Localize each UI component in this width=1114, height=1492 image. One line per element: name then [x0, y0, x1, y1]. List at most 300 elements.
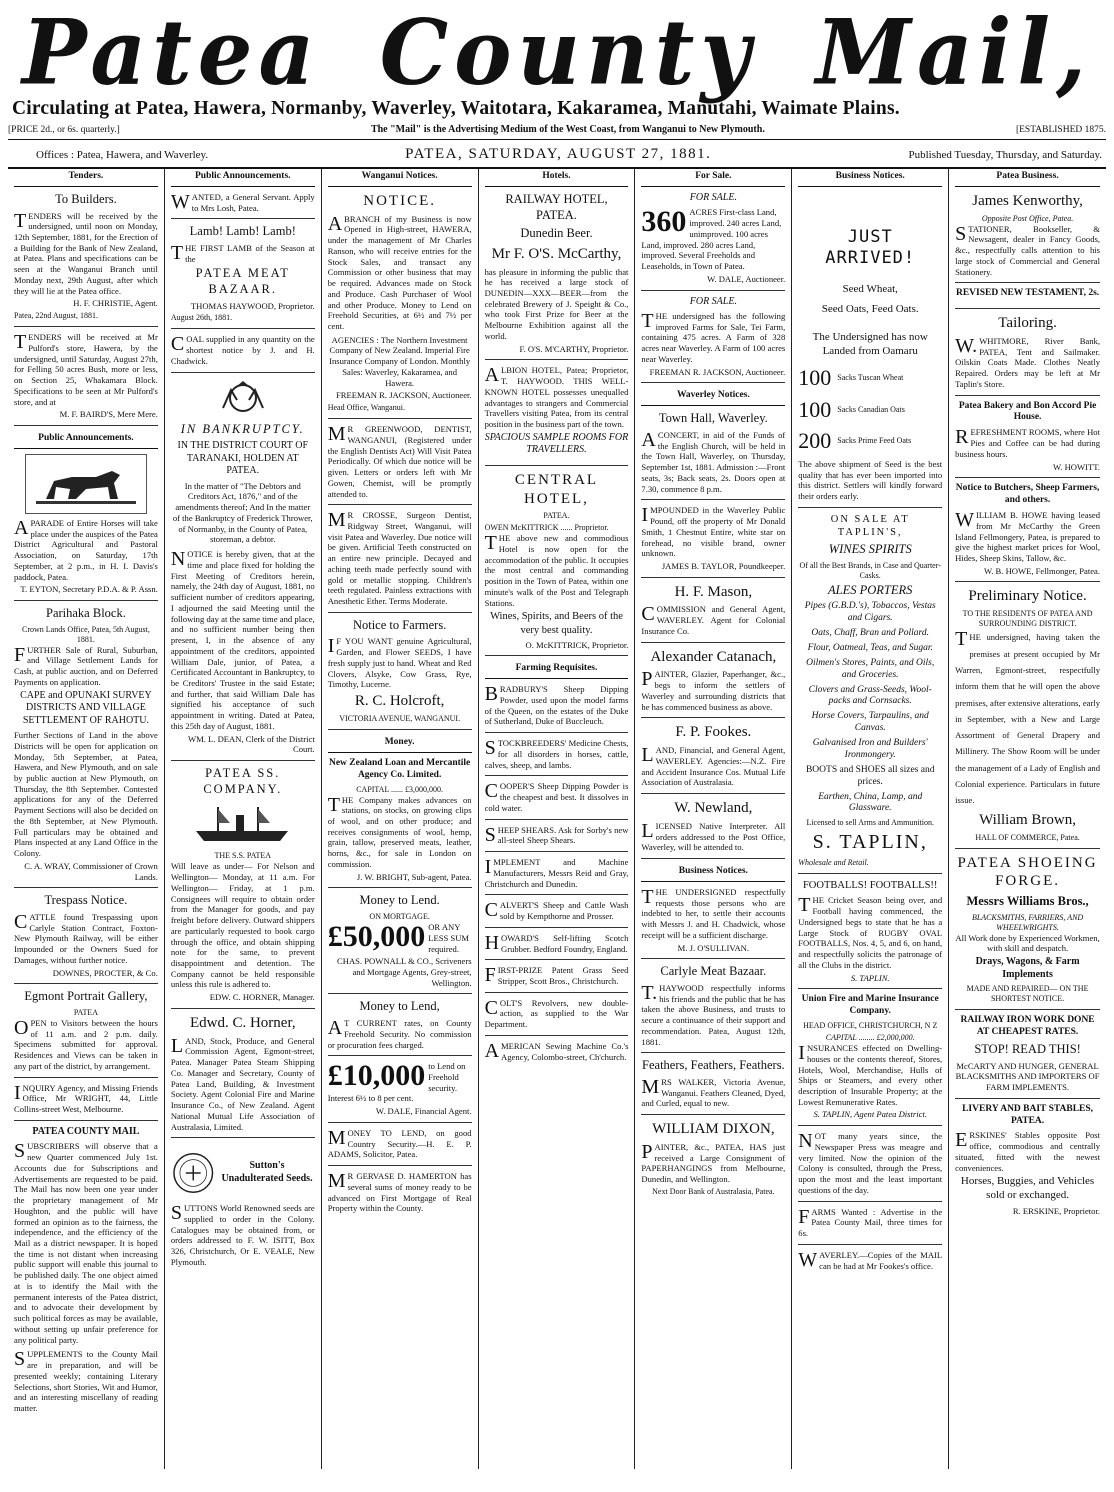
ad-signature: CHAS. POWNALL & CO., Scriveners and Mortgage Agents, Grey-street, Wellington. — [337, 956, 472, 988]
ad-farms-wanted — [798, 1207, 942, 1245]
ad-body: SHEEP SHEARS. Ask for Sorby's new all-steel Sheep Shears. — [484, 823, 629, 846]
ad-signature: W. B. HOWE, Fellmonger, Patea. — [983, 565, 1100, 576]
ad-tender-bush — [14, 332, 158, 426]
ad-american — [485, 1041, 629, 1067]
ad-body: AT CURRENT rates, on County Freehold Security. No commission or procuration fees charged. — [327, 1017, 472, 1050]
ad-subtitle: VICTORIA AVENUE, WANGANUI. — [339, 713, 461, 723]
ad-signature: R. ERSKINE, Proprietor. — [1012, 1205, 1100, 1216]
ad-shears — [485, 825, 629, 852]
ad-signature: S. TAPLIN. — [850, 972, 890, 983]
ad-title: NOTICE. — [363, 192, 436, 209]
issue-date: PATEA, SATURDAY, AUGUST 27, 1881. — [405, 146, 712, 162]
ad-body: CATTLE found Trespassing upon Carlyle Station Contract, Foxton-New Plymouth Railway, will be either Impounded or the Owners Sued for Damages, without further notice. — [14, 910, 158, 965]
ad-body: STATIONER, Bookseller, & Newsagent, dealer in Fancy Goods, &c., respectfully calls attention to his large stock of Commercial and General Stationery. — [955, 222, 1100, 277]
ad-title: FOR SALE. — [689, 191, 737, 203]
ad-body: Will leave as under— For Nelson and Wellington— Monday, at 11 a.m. For Wellington— Friday, at 1 p.m. Consignees will require to obtain order from the Manager for goods, and pay freight before delivery. Outward shippers are particularly requested to book cargo through the office, and obtain shipping note for the same, to prevent disappointment and detention. The Company cannot be held responsible unless this rule is adhered to. — [170, 861, 315, 990]
ad-signature: H. F. CHRISTIE, Agent. — [73, 298, 158, 309]
masthead — [8, 0, 1106, 106]
ad-carlyle — [641, 964, 785, 1053]
suttons-seal-icon — [171, 1143, 215, 1203]
ad-body: COLT'S Revolvers, new double-action, as supplied to the War Department. — [484, 996, 629, 1030]
ad-builders — [14, 192, 158, 327]
ad-cooper — [485, 781, 629, 819]
ad-central-hotel — [485, 471, 629, 657]
ad-title: Parihaka Block. — [46, 606, 126, 620]
ad-title: CAPE and OPUNAKI SURVEY DISTRICTS AND VILLAGE SETTLEMENT OF RAHOTU. — [20, 689, 152, 726]
ad-title: Sutton's Unadulterated Seeds. — [221, 1160, 313, 1184]
ad-railway-iron — [955, 1015, 1100, 1099]
ad-dentist-greenwood — [328, 424, 472, 505]
ad-first-prize — [485, 965, 629, 992]
ad-dentist-crosse — [328, 510, 472, 613]
masthead-word-1: Patea — [22, 0, 321, 106]
established-label: [ESTABLISHED 1875. — [1015, 124, 1106, 135]
lend-amount-row — [328, 1061, 472, 1104]
ad-body: IF YOU WANT genuine Agricultural, Garden, and Flower SEEDS, I have fresh supply just to hand. Wheat and Red Clovers, Alsyke, Cow Grass, Rye, Timothy, Lucerne. — [327, 635, 472, 690]
ad-title: PATEA SS. COMPANY. — [203, 766, 283, 796]
circulating-line: Circulating at Patea, Hawera, Normanby, Waverley, Waitotara, Kakaramea, Manutahi, Waimate Plains. — [12, 98, 900, 119]
column-4 — [479, 169, 636, 1469]
ad-impounded — [641, 505, 785, 577]
column-heading: Wanganui Notices. — [328, 169, 472, 187]
ad-signature: F. O'S. M'CARTHY, Proprietor. — [519, 343, 629, 354]
for-sale-body: ACRES First-class Land, improved. 240 acres Land, unimproved. 100 acres Land, improved. 280 acres Land, improved. Several Freeholds and Leaseholds, in Town of Patea. — [641, 207, 782, 272]
column-1 — [8, 169, 165, 1469]
ad-horner — [171, 1014, 315, 1138]
ad-patea-county-mail — [14, 1126, 158, 1419]
ad-just-arrived — [798, 227, 942, 508]
ad-football — [798, 879, 942, 989]
ad-implement — [485, 857, 629, 895]
ad-body: HOWARD'S Self-lifting Scotch Grubber. Bedford Foundry, England. — [484, 931, 629, 954]
mortgage-rest: OR ANY LESS SUM required. — [428, 922, 470, 954]
ad-title: Alexander Catanach, — [650, 648, 777, 665]
seed-line: Seed Wheat, — [842, 283, 898, 296]
ad-title: Egmont Portrait Gallery, — [24, 989, 148, 1004]
qty-row — [798, 427, 942, 455]
section-heading: Business Notices. — [641, 864, 785, 882]
ad-body: FURTHER Sale of Rural, Suburban, and Village Settlement Lands for Cash, at public auction, and on Deferred Payments on application. — [14, 643, 158, 687]
ad-colt — [485, 998, 629, 1036]
ad-howe — [955, 483, 1100, 582]
ad-title: James Kenworthy, — [972, 192, 1083, 209]
ad-osullivan — [641, 887, 785, 959]
ad-title: Edwd. C. Horner, — [189, 1014, 296, 1031]
ad-body: COOPER'S Sheep Dipping Powder is the cheapest and best. It dissolves in cold water. — [484, 780, 629, 813]
column-heading: Business Notices. — [798, 169, 942, 187]
ad-date: August 26th, 1881. — [170, 313, 233, 323]
ad-signature: FREEMAN R. JACKSON, Auctioneer. — [649, 366, 786, 377]
ad-title: W. Newland, — [674, 800, 753, 817]
ad-body: MR GREENWOOD, DENTIST, WANGANUI, (Registered under the English Dentists Act) Will Visit Patea Periodically. Of which due notice will be given. Letters or orders left with Mr Gowen, Chemist, will be promptly attended to. — [327, 423, 472, 499]
ad-title: S. TAPLIN, — [812, 831, 928, 854]
taplin-item: Horse Covers, Tarpaulins, and Canvas. — [811, 711, 929, 734]
royal-crest-icon — [213, 378, 273, 418]
ad-railway-hotel — [485, 192, 629, 361]
ad-subtitle: Of all the Best Brands, in Case and Quarter-Casks. — [799, 560, 941, 580]
ad-title: Drays, Wagons, & Farm Implements — [975, 956, 1080, 980]
ad-signature: W. DALE, Auctioneer. — [707, 273, 786, 284]
ad-title: ON SALE AT TAPLIN'S, — [830, 513, 910, 538]
ad-subtitle: WINES SPIRITS — [828, 542, 912, 557]
ad-body: WAVERLEY.—Copies of the MAIL can be had at Mr Fookes's office. — [798, 1248, 943, 1271]
ad-body: SUTTONS World Renowned seeds are supplied to order in the Colony. Catalogues may be obtained from, or orders addressed to F. W. ISITT, Box 326, Christchurch, Or E. VEALE, New Plymouth. — [170, 1202, 315, 1267]
ad-subtitle: PATEA. — [543, 511, 570, 521]
column-5 — [635, 169, 792, 1469]
ad-body: IMPLEMENT and Machine Manufacturers, Messrs Reid and Gray, Christchurch and Dunedin. — [484, 856, 629, 889]
ad-signature: M. J. O'SULLIVAN. — [677, 942, 750, 953]
ad-subtitle: PATEA — [73, 1008, 98, 1017]
ad-body: The above shipment of Seed is the best quality that has ever been imported into this district. Settlers will kindly forward their orders early. — [798, 458, 943, 502]
ad-howard — [485, 933, 629, 960]
ad-body: THE FIRST LAMB of the Season at the — [170, 241, 315, 264]
ad-title: Messrs Williams Bros., — [966, 894, 1089, 909]
taplin-item: BOOTS and SHOES all sizes and prices. — [805, 764, 935, 787]
price-label: [PRICE 2d., or 6s. quarterly.] — [8, 124, 120, 135]
ad-union-insurance — [798, 994, 942, 1126]
ad-title: William Brown, — [979, 811, 1077, 828]
ad-signature: O. McKITTRICK, Proprietor. — [525, 639, 629, 650]
lend-rest: to Lend on Freehold security. Interest 6½ to 8 per cent. — [327, 1061, 466, 1104]
ad-testament — [955, 288, 1100, 309]
ad-title: Feathers, Feathers, Feathers. — [642, 1058, 785, 1073]
ad-body: WANTED, a General Servant. Apply to Mrs Losh, Patea. — [170, 190, 315, 213]
column-heading: Tenders. — [14, 169, 158, 187]
ad-subtitle: TO THE RESIDENTS OF PATEA AND SURROUNDING DISTRICT. — [962, 609, 1093, 629]
ad-body: FIRST-PRIZE Patent Grass Seed Stripper, Scott Bros., Christchurch. — [484, 964, 629, 987]
ad-bakery — [955, 401, 1100, 479]
ad-mason — [641, 583, 785, 643]
qty-number: 100 — [798, 396, 832, 422]
ad-capital: CAPITAL ...... £3,000,000. — [356, 784, 444, 794]
ad-stockbreeders — [485, 738, 629, 776]
ad-proprietor: OWEN McKITTRICK ...... Proprietor. — [484, 523, 609, 533]
ad-title: Patea Bakery and Bon Accord Pie House. — [958, 400, 1097, 423]
ad-kenworthy — [955, 192, 1100, 283]
column-3 — [322, 169, 479, 1469]
ad-title: RAILWAY IRON WORK DONE AT CHEAPEST RATES. — [960, 1015, 1095, 1038]
ad-subtitle: HEAD OFFICE, CHRISTCHURCH, N Z — [803, 1021, 938, 1031]
ad-title: PATEA SHOEING FORGE. — [957, 854, 1098, 890]
ad-body: ALBION HOTEL, Patea; Proprietor, T. HAYWOOD. THIS WELL-KNOWN HOTEL possesses unequalled advantages to strangers and Commercial Travellers visiting Patea, from its central position in the business part of the town. — [484, 364, 629, 430]
ad-body: T.HAYWOOD respectfully informs his friends and the public that he has taken the above Business, and trusts to secure a continuance of their support and recommendation. Patea, August 12th, 1881. — [641, 981, 786, 1047]
ad-nz-loan — [328, 758, 472, 889]
taplin-item: Galvanised Iron and Builders' Ironmongery. — [812, 738, 928, 760]
ad-date: Patea, 22nd August, 1881. — [14, 311, 98, 321]
ad-title: LIVERY AND BAIT STABLES, PATEA. — [962, 1103, 1094, 1126]
ad-mortgage — [328, 893, 472, 994]
horse-engraving-icon — [25, 454, 147, 514]
ad-body: IMPOUNDED in the Waverley Public Pound, off the property of Mr Donald Smith, 1 Chestnut Entire, white star on forehead, no visible brand, owner unknown. — [641, 504, 786, 559]
section-heading: Farming Requisites. — [485, 661, 629, 679]
masthead-word-2: County — [379, 0, 757, 106]
qty-number: 100 — [798, 365, 832, 391]
ad-subtitle: Dunedin Beer. — [520, 226, 593, 241]
ad-body: NOTICE is hereby given, that at the time and place fixed for holding the First Meeting of Creditors herein, namely, the 24th day of August, 1881, no sufficient number of creditors appearing, I adjourned the said Meeting until the following day at the same time and place, and no sufficient number being then present, I, in the absence of any appointment of the creditors, appointed William Dale, junior, of Patea, a Certificated Accountant in Bankruptcy, to be Creditors' Trustee in the said Estate; and further, that said William Dale has signified his acceptance of such appointment in writing. Dated at Patea, this 25th day of August, 1881. — [170, 548, 315, 731]
ad-body: ACONCERT, in aid of the Funds of the English Church, will be held in the Town Hall, Waverley, on Thursday, September 1st, 1881. Admission :—Front seats, 3s; Back seats, 2s. Doors open at 7.30, commence 8 p.m. — [641, 428, 786, 494]
ad-body: SUPPLEMENTS to the County Mail are in preparation, and will be presented weekly; containing Literary Selections, short Stories, Wit and Humor, and an interesting miscellany of reading matter. — [14, 1348, 158, 1413]
ad-preliminary — [955, 587, 1100, 848]
ad-title: PATEA COUNTY MAIL — [32, 1125, 140, 1137]
qty-label: Sacks Tuscan Wheat — [837, 373, 904, 383]
suttons-row — [171, 1143, 315, 1203]
ad-town-hall — [641, 411, 785, 500]
ad-subtitle: THE S.S. PATEA — [214, 851, 272, 861]
ad-tailoring — [955, 314, 1100, 395]
ad-body: INQUIRY Agency, and Missing Friends Office, Mr WRIGHT, 44, Little Collins-street West, Melbourne. — [14, 1081, 158, 1115]
section-heading: Money. — [328, 735, 472, 753]
qty-number: 200 — [798, 428, 832, 454]
ad-parade — [14, 454, 158, 601]
ad-licensed: Licensed to sell Arms and Ammunition. — [806, 818, 934, 828]
ad-body: COMMISSION and General Agent, WAVERLEY. Agent for Colonial Insurance Co. — [641, 603, 786, 636]
ad-subtitle: HALL OF COMMERCE, Patea. — [975, 832, 1080, 842]
ad-bankruptcy — [171, 378, 315, 761]
ad-body: APARADE of Entire Horses will take place under the auspices of the Patea District Agricultural and Pastoral Association, on Saturday, 17th September, at 2 p.m., in H. I. Davis's paddock, Patea. — [14, 516, 158, 582]
ad-trespass — [14, 893, 158, 984]
taplin-item: Flour, Oatmeal, Teas, and Sugar. — [807, 642, 933, 653]
ad-body: ABRANCH of my Business is now Opened in High-street, HAWERA, under the management of Mr Charles Ranson, who will receive entries for the Stock Sales, and transact any Commission or other business that may be required. Advances made on Stock and Produce. Cash Purchaser of Wool and other Produce. Money to Lend on Freehold Securities, at 6½ and 7½ per cent. — [327, 212, 472, 331]
just-arrived-title: JUST ARRIVED! — [825, 226, 916, 269]
ad-subtitle: SPACIOUS SAMPLE ROOMS FOR TRAVELLERS. — [484, 431, 629, 456]
ad-body: REFRESHMENT ROOMS, where Hot Pies and Coffee can be had during business hours. — [955, 426, 1100, 459]
ad-title: To Builders. — [55, 191, 117, 206]
ad-inquiry — [14, 1083, 158, 1121]
ad-body: All Work done by Experienced Workmen, with skill and despatch. — [955, 932, 1100, 954]
ad-signature: WM. L. DEAN, Clerk of the District Court. — [187, 733, 315, 755]
ad-body: MR GERVASE D. HAMERTON has several sums of money ready to be advanced on First Mortgage of Real Property within the County. — [327, 1170, 472, 1214]
ad-body: THE above new and commodious Hotel is now open for the accommodation of the public. It occupies the most central and commanding position in the Town of Patea, within one minute's walk of the Post and Telegraph Stations. — [484, 532, 629, 608]
ad-title: H. F. Mason, — [674, 583, 753, 600]
ad-feathers — [641, 1058, 785, 1115]
ad-body: THE Cricket Season being over, and Football having commenced, the Undersigned begs to state that he has a Large Stock of RUGBY OVAL FOOTBALLS, Nos. 4, 5, and 6, on hand, and respectfully solicits the patronage of all the Clubs in the district. — [798, 894, 943, 970]
ad-fookes — [641, 723, 785, 794]
ad-title: F. P. Fookes. — [675, 724, 752, 741]
ad-title: Mr F. O'S. McCarthy, — [491, 245, 622, 262]
ad-title: CENTRAL HOTEL, — [514, 471, 599, 507]
ad-body: NOT many years since, the Newspaper Press was meagre and very limited. Now the opinion of the Colony is consulted, through the Press, upon the most and the least important questions of the day. — [798, 1130, 943, 1195]
ad-body: THE Company makes advances on stations, on stocks, on growing clips of wool, and on other produce; and receives consignments of wool, hemp, grain, tallow, preserved meats, leather, horns, &c., for sale in London on commission. — [327, 793, 472, 869]
ad-title: FOR SALE. — [689, 295, 737, 307]
ad-title: PATEA MEAT BAZAAR. — [195, 266, 290, 297]
published-label: Published Tuesday, Thursday, and Saturday. — [908, 148, 1102, 161]
ad-title: Tailoring. — [998, 315, 1057, 332]
ad-ss-company — [171, 766, 315, 1009]
ad-title: IN BANKRUPTCY. — [180, 421, 305, 436]
ad-adams — [328, 1128, 472, 1166]
ad-body: AGENCIES : The Northern Investment Company of New Zealand. Imperial Fire Insurance Company of London. Monthly Sales: Waverley, Kakaramea, and Hawera. — [329, 334, 471, 388]
ad-body: INSURANCES effected on Dwelling-houses or the contents thereof, Stores, Hotels, Wool, Merchandise, Hulls of Ships or Steamers, and every other description of Insurable Property; at the Lowest Remunerative Rates. — [798, 1042, 943, 1107]
ad-body: LAND, Stock, Produce, and General Commission Agent, Egmont-street, Patea. Manager Patea Steam Shipping Co. Manager and Secretary, County of Patea Land, Building, & Investment Society. Agent Colonial Fire and Marine Insurance Co., of New Zealand. Agent National Mutual Life Association of Australasia, Limited. — [170, 1034, 315, 1132]
ad-body: THE undersigned has the following improved Farms for Sale, Tei Farm, containing 475 acres. A Farm of 328 acres near Waverley. A Farm of 100 acres near Waverley. — [641, 310, 786, 364]
ad-body: CALVERT'S Sheep and Cattle Wash sold by Kempthorne and Prosser. — [484, 899, 629, 922]
ad-body: TENDERS will be received at Mr Pulford's store, Hawera, by the undersigned, until Saturday, August 27th, for Felling 50 acres Bush, more or less, on Section 25, Whakamara Block. Specifications to be seen at Mr Pulford's store, and at — [14, 331, 158, 407]
ad-title: Money to Lend. — [359, 893, 440, 908]
ad-signature: M. F. BAIRD'S, Mere Mere. — [59, 409, 158, 420]
ad-livery — [955, 1104, 1100, 1222]
ad-capital: CAPITAL ........ £2,000,000. — [825, 1033, 915, 1043]
offices-label: Offices : Patea, Hawera, and Waverley. — [36, 148, 209, 161]
column-6 — [792, 169, 949, 1469]
mortgage-amount: £50,000 — [327, 922, 426, 954]
ad-shoeing-forge — [955, 854, 1100, 1011]
mortgage-amount-row — [328, 922, 472, 954]
column-heading: Patea Business. — [955, 169, 1100, 187]
tagline: The "Mail" is the Advertising Medium of the West Coast, from Wanganui to New Plymouth. — [370, 124, 765, 135]
ad-body: WILLIAM B. HOWE having leased from Mr McCarthy the Green Island Fellmongery, Patea, is prepared to give the highest market prices for Wool, Hides, Sheep Skins, Tallow, &c. — [955, 509, 1100, 563]
ad-dixon — [641, 1120, 785, 1202]
ad-signature: J. W. BRIGHT, Sub-agent, Patea. — [356, 871, 472, 882]
column-heading: Public Announcements. — [171, 169, 315, 187]
ad-signature: DOWNES, PROCTER, & Co. — [52, 967, 158, 978]
ad-body: LICENSED Native Interpreter. All orders addressed to the Post Office, Waverley, will be attended to. — [641, 819, 786, 853]
landed-line: The Undersigned has now Landed from Oamaru — [812, 330, 928, 357]
ad-bradbury — [485, 684, 629, 733]
steamship-icon — [188, 801, 298, 847]
ad-signature: W. HOWITT. — [1052, 461, 1100, 472]
taplin-item: Earthen, China, Lamp, and Glassware. — [818, 791, 923, 814]
ad-signature: W. DALE, Financial Agent. — [375, 1106, 472, 1117]
ad-body: MR CROSSE, Surgeon Dentist, Ridgway Street, Wanganui, will visit Patea and Waverley. Due notice will be given. Artificial Teeth constructed on an entire new principle. Decayed and aching teeth made perfectly sound with gold or metallic stopping. Children's teeth regulated. Painless extractions with Anesthetic Ether. Terms Moderate. — [327, 509, 472, 607]
lend-amount: £10,000 — [327, 1061, 426, 1093]
ad-signature: S. TAPLIN, Agent Patea District. — [813, 1109, 927, 1120]
ad-calvert — [485, 900, 629, 927]
ad-body: has pleasure in informing the public that he has received a large stock of DUNEDIN—XXX—BEER—from the celebrated Brewery of J. Speight & Co., who took First Prize for Beer at the Melbourne Exhibition against all the world. — [484, 266, 629, 341]
ad-body: TENDERS will be received by the undersigned, until noon on Monday, 12th September, 1881, for the Erection of a Building for the Bank of New Zealand, at Patea. Plans and specifications can be seen at the Wanganui Branch until Monday next, 29th August, after which they will lie at the Patea office. — [14, 209, 158, 296]
ad-signature: C. A. WRAY, Commissioner of Crown Lands. — [24, 860, 158, 882]
ad-albion-hotel — [485, 365, 629, 465]
ad-body: THE UNDERSIGNED respectfully requests those persons who are indebted to her, to settle their accounts with Messrs J. and H. Chadwick, whose receipt will be a sufficient discharge. — [641, 885, 786, 940]
columns — [8, 169, 1106, 1469]
column-7 — [949, 169, 1106, 1469]
ad-farmers — [328, 618, 472, 730]
ad-press — [798, 1131, 942, 1201]
ad-title: FOOTBALLS! FOOTBALLS!! — [802, 880, 938, 892]
ad-notice — [328, 192, 472, 419]
date-row — [8, 139, 1106, 169]
for-sale-row — [641, 207, 785, 271]
taplin-item: Pipes (G.B.D.'s), Tobaccos, Vestas and Cigars. — [804, 601, 936, 624]
ad-title: WILLIAM DIXON, — [652, 1121, 775, 1138]
ad-catanach — [641, 648, 785, 719]
ad-subtitle: MADE AND REPAIRED— ON THE SHORTEST NOTICE. — [966, 984, 1089, 1004]
ad-signature: Next Door Bank of Australasia, Patea. — [652, 1186, 775, 1196]
ad-office: Head Office, Wanganui. — [327, 403, 405, 413]
ad-newland — [641, 799, 785, 859]
ad-body: MRS WALKER, Victoria Avenue, Wanganui. Feathers Cleaned, Dyed, and Curled, equal to new. — [641, 1075, 786, 1109]
taplin-item: Clovers and Grass-Seeds, Wool-packs and Cornsacks. — [808, 684, 932, 707]
ad-body: PAINTER, Glazier, Paperhanger, &c., begs to inform the settlers of Waverley and surrounding districts that he has commenced business as above. — [641, 668, 786, 712]
ad-title: Town Hall, Waverley. — [658, 411, 768, 426]
column-heading: For Sale. — [641, 169, 785, 187]
ad-title: Union Fire and Marine Insurance Company. — [801, 994, 939, 1017]
ad-title: Notice to Farmers. — [352, 617, 447, 632]
ad-signature: THOMAS HAYWOOD, Proprietor. — [190, 300, 315, 311]
ad-body: BRADBURY'S Sheep Dipping Powder, used upon the model farms of the Queen, on the estates of the Duke of Sutherland, Duke of Buccleuch. — [484, 683, 629, 727]
ad-body: COAL supplied in any quantity on the shortest notice by J. and H. Chadwick. — [170, 333, 315, 366]
ad-lend-current — [328, 999, 472, 1056]
ad-suttons — [171, 1143, 315, 1272]
ad-signature: T. EYTON, Secretary P.D.A. & P. Assn. — [20, 584, 158, 595]
ad-subtitle: Wines, Spirits, and Beers of the very best quality. — [490, 611, 623, 636]
ad-body: SUBSCRIBERS will observe that a new Quarter commenced July 1st. Accounts due for Subscriptions and Advertisements are requested to be paid. The Mail has now been one year under the proprietary management of Mr Houghton, and the public will have formed an opinion as to the fairness, the independence, and the efficiency of the Mail as a district newspaper. It is hoped the time is not distant when increasing public support will enable this journal to be published daily. The one object aimed at is to identify the Mail with the permanent interests of the Patea district, and to advocate their development by such political forces as may be available, without setting up unfair preference for any political party. — [14, 1140, 158, 1345]
ad-title: STOP! READ THIS! — [974, 1041, 1081, 1056]
ad-subtitle: BLACKSMITHS, FARRIERS, AND WHEELWRIGHTS. — [971, 912, 1084, 932]
ad-body: PAINTER, &c., PATEA, HAS just received a Large Consignment of PAPERHANGINGS from Melbourne, Dunedin, and Wellington. — [641, 1140, 786, 1185]
ad-subtitle: ALES PORTERS — [828, 582, 913, 597]
ad-lend-10000 — [328, 1061, 472, 1123]
ad-coal — [171, 334, 315, 372]
ad-body: THE undersigned, having taken the premises at present occupied by Mr Warren, Egmont-street, respectfully inform them that he will open the above premises, after extensive alterations, early in September, with a New and Large Assortment of General Drapery and Millinery. The Show Room will be under the management of a Lady of English and Colonial experience. Particulars in future issue. — [955, 628, 1100, 806]
ad-subtitle: Crown Lands Office, Patea, 5th August, 1881. — [22, 624, 150, 644]
for-sale-acres: 360 — [641, 207, 687, 239]
column-2 — [165, 169, 322, 1469]
ad-signature: JAMES B. TAYLOR, Poundkeeper. — [661, 561, 786, 571]
ad-title: RAILWAY HOTEL, PATEA. — [505, 191, 608, 222]
ad-title: Carlyle Meat Bazaar. — [660, 964, 767, 979]
ad-wanted — [171, 192, 315, 219]
ad-title: Notice to Butchers, Sheep Farmers, and others. — [955, 483, 1100, 506]
ad-title: REVISED NEW TESTAMENT, 2s. — [955, 288, 1100, 299]
ad-lamb — [171, 224, 315, 329]
ad-subtitle: Opposite Post Office, Patea. — [981, 213, 1074, 223]
ad-subtitle: ON MORTGAGE. — [369, 912, 430, 922]
ad-title: Trespass Notice. — [44, 893, 128, 908]
ad-body: FARMS Wanted : Advertise in the Patea County Mail, three times for 6s. — [798, 1205, 943, 1239]
ad-parihaka — [14, 606, 158, 888]
masthead-word-3: Mail, — [815, 0, 1092, 106]
column-heading: Hotels. — [485, 169, 629, 187]
ad-hamerton — [328, 1171, 472, 1219]
ad-title: New Zealand Loan and Mercantile Agency Co. Limited. — [328, 757, 471, 780]
ad-body: W.WHITMORE, River Bank, PATEA, Tent and Sailmaker. Oilskin Coats Made. Clothes Neatly Repaired. Orders may be left at Mr Taplin's Store. — [955, 334, 1100, 389]
qty-row — [798, 396, 942, 424]
ad-subtitle: Wholesale and Retail. — [798, 858, 869, 868]
ad-title: Horses, Buggies, and Vehicles sold or exchanged. — [960, 1175, 1095, 1202]
section-heading: Waverley Notices. — [641, 388, 785, 406]
qty-row — [798, 364, 942, 392]
ad-body: OPEN to Visitors between the hours of 11 a.m. and 2 p.m. daily. Specimens submitted for approval. Residences and Views can be taken in any part of the district, by arrangement. — [14, 1017, 158, 1071]
ad-body: In the matter of "The Debtors and Creditors Act, 1876," and of the amendments thereof; And In the matter of the Bankruptcy of Frederick Thrower, of Normanby, in the County of Patea, storeman, a debtor. — [172, 480, 313, 545]
ad-body: McCARTY AND HUNGER, GENERAL BLACKSMITHS AND IMPORTERS OF FARM IMPLEMENTS. — [955, 1060, 1100, 1092]
ad-title: Lamb! Lamb! Lamb! — [189, 224, 296, 239]
ad-egmont-gallery — [14, 989, 158, 1077]
ad-body: ERSKINES' Stables opposite Post office, commodious and centrally situated, fitted with the newest conveniences. — [955, 1129, 1100, 1173]
taplin-item: Oilmen's Stores, Paints, and Oils, and Groceries. — [806, 657, 935, 680]
ad-body: STOCKBREEDERS' Medicine Chests, for all disorders in horses, cattle, calves, sheep, and lambs. — [484, 737, 629, 770]
ad-subtitle: IN THE DISTRICT COURT OF TARANAKI, HOLDEN AT PATEA. — [177, 440, 309, 477]
ad-title: R. C. Holcroft, — [354, 693, 445, 710]
ad-title: Money to Lend, — [359, 999, 440, 1014]
ad-body: MONEY TO LEND, on good Country Security.—H. E. P. ADAMS, Solicitor, Patea. — [327, 1126, 472, 1160]
ad-for-sale-jackson — [641, 296, 785, 384]
ad-signature: FREEMAN R. JACKSON, Auctioneer. — [335, 390, 472, 401]
qty-label: Sacks Prime Feed Oats — [837, 436, 912, 446]
seed-line: Seed Oats, Feed Oats. — [821, 303, 919, 316]
section-heading: Public Announcements. — [14, 431, 158, 449]
qty-label: Sacks Canadian Oats — [837, 404, 905, 414]
ad-title: Preliminary Notice. — [968, 588, 1087, 605]
price-row — [8, 124, 1106, 135]
ad-signature: EDW. C. HORNER, Manager. — [209, 992, 315, 1003]
ad-body: LAND, Financial, and General Agent, WAVERLEY. Agencies:—N.Z. Fire and Accident Insurance Cos. Mutual Life Association of Australasia. — [641, 744, 786, 788]
taplin-item: Oats, Chaff, Bran and Pollard. — [811, 628, 930, 639]
ad-body: AMERICAN Sewing Machine Co.'s Agency, Colombo-street, Ch'church. — [484, 1039, 629, 1062]
ad-waverley-copies — [798, 1250, 942, 1276]
ad-taplin — [798, 513, 942, 875]
ad-for-sale-dale — [641, 192, 785, 291]
ad-body: Further Sections of Land in the above Districts will be open for application on Monday, 5th September, at Patea, Hawera, and New Plymouth, and on sale by public auction at New Plymouth, on Thursday, the 8th September. Contested applications for any of the Deferred Payment Sections will also be decided on the 8th September, at New Plymouth. Full particulars may be obtained and Plans inspected at any Land Office in the Colony. — [14, 730, 158, 859]
